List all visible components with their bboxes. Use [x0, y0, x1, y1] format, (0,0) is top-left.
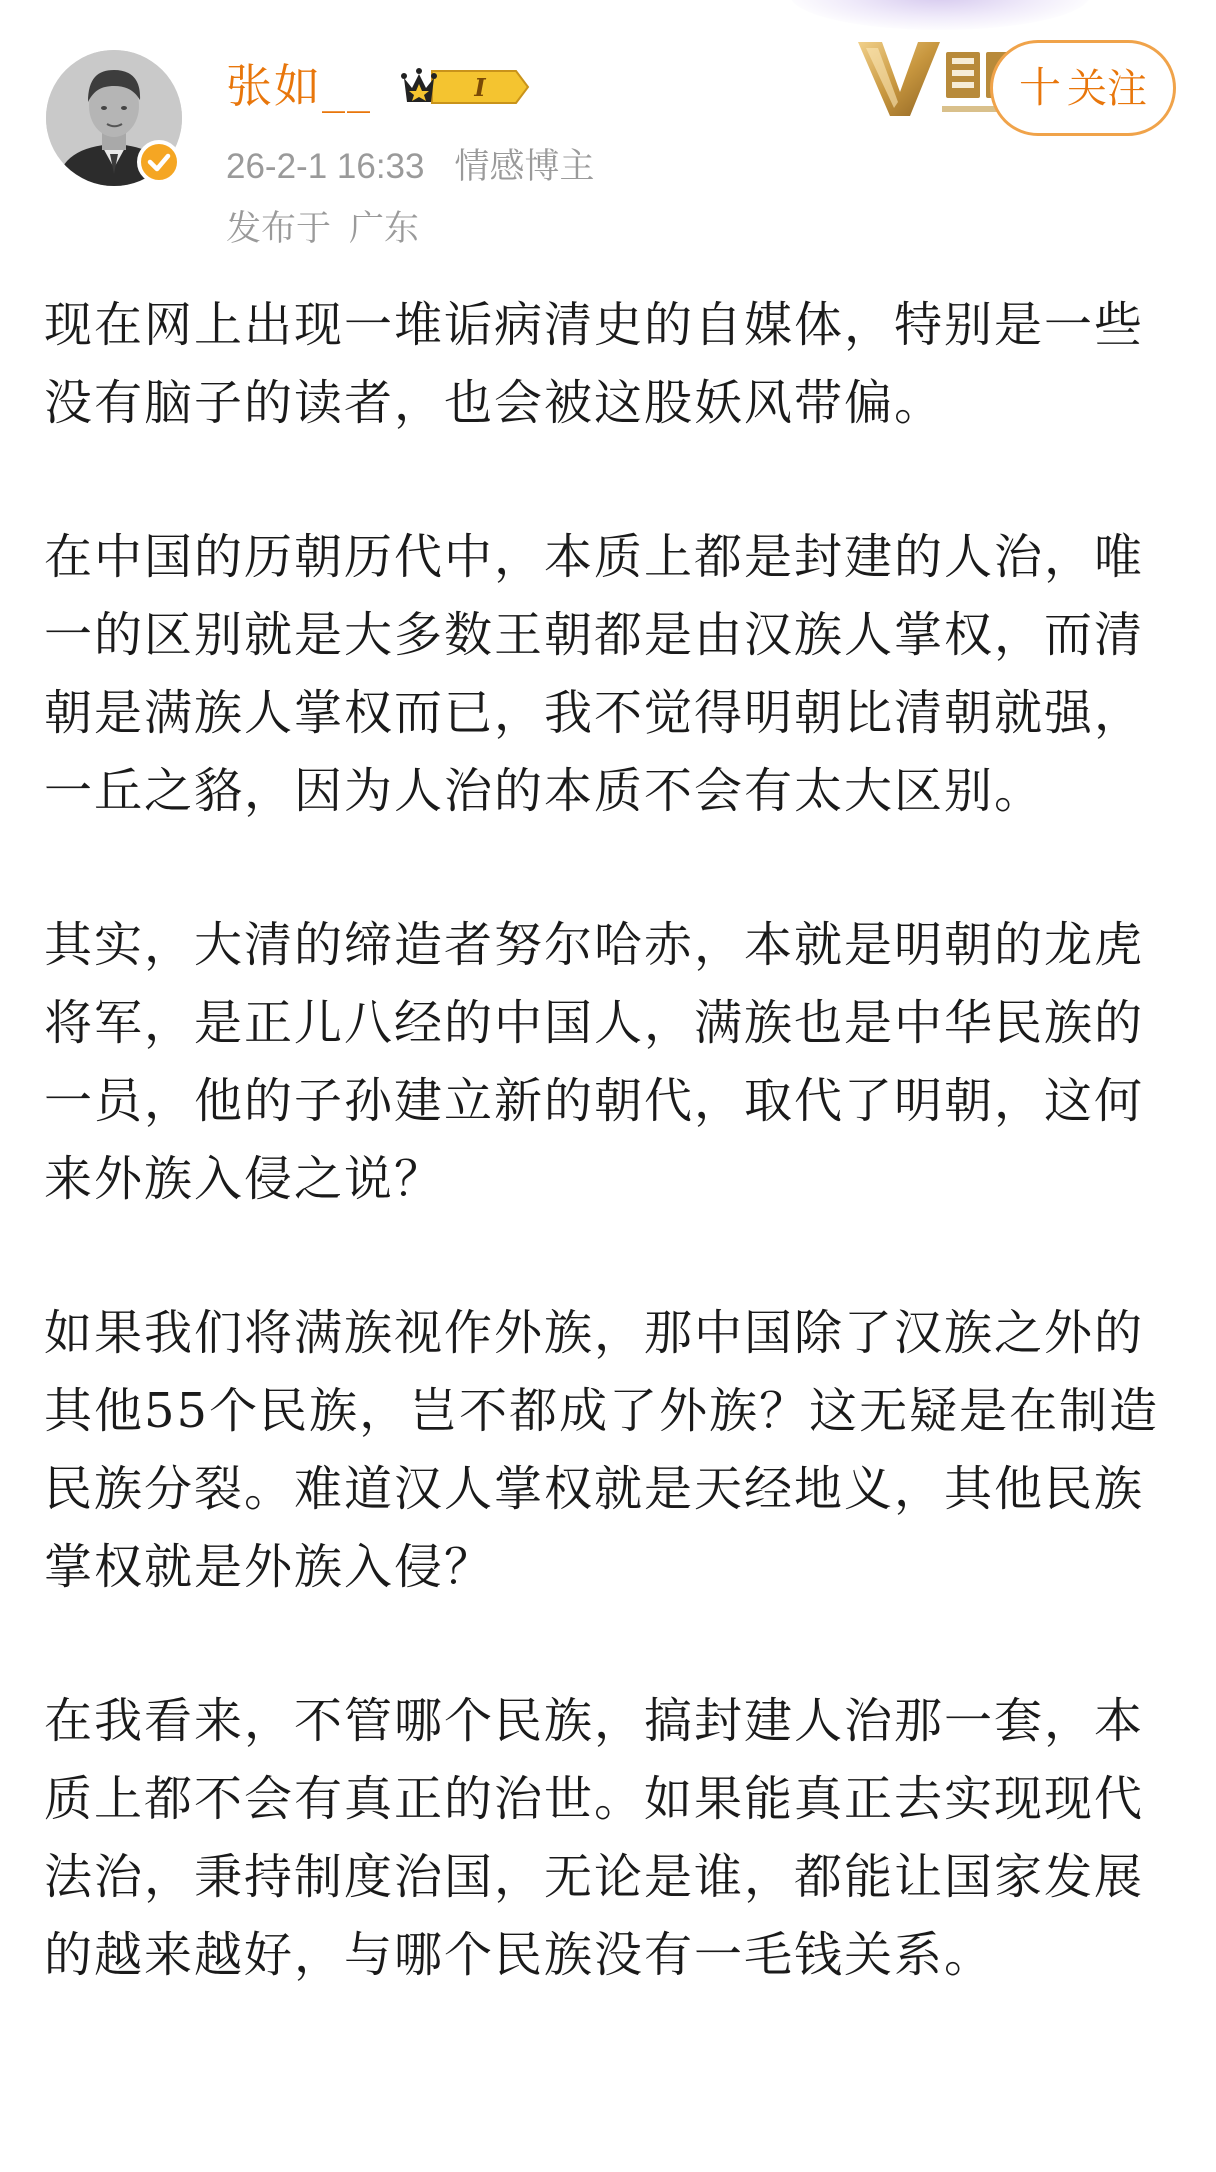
- username[interactable]: 张如__: [226, 59, 372, 113]
- post-header: [0, 0, 1216, 260]
- post-meta: [226, 144, 595, 190]
- post-location: [226, 206, 419, 252]
- post-paragraph: 如果我们将满族视作外族，那中国除了汉族之外的其他55个民族，岂不都成了外族？这无疑是在制造民族分裂。难道汉人掌权就是天经地义，其他民族掌权就是外族入侵？: [44, 1305, 1160, 1595]
- post-paragraph: 在我看来，不管哪个民族，搞封建人治那一套，本质上都不会有真正的治世。如果能真正去实现现代法治，秉持制度治国，无论是谁，都能让国家发展的越来越好，与哪个民族没有一毛钱关系。: [44, 1693, 1145, 1983]
- verified-badge-icon: [137, 140, 181, 184]
- user-tag: 情感博主: [454, 147, 595, 186]
- location-prefix: 发布于: [226, 209, 332, 248]
- post-paragraph: 现在网上出现一堆诟病清史的自媒体，特别是一些没有脑子的读者，也会被这股妖风带偏。: [44, 297, 1145, 431]
- follow-button[interactable]: [990, 40, 1176, 136]
- post-paragraph: 在中国的历朝历代中，本质上都是封建的人治，唯一的区别就是大多数王朝都是由汉族人掌权，而清朝是满族人掌权而已，我不觉得明朝比清朝就强，一丘之貉，因为人治的本质不会有太大区别。: [44, 529, 1145, 819]
- post-paragraph: 其实，大清的缔造者努尔哈赤，本就是明朝的龙虎将军，是正儿八经的中国人，满族也是中华民族的一员，他的子孙建立新的朝代，取代了明朝，这何来外族入侵之说？: [44, 917, 1145, 1207]
- level-label: I: [474, 73, 486, 102]
- post-timestamp: 26-2-1 16:33: [226, 147, 425, 186]
- location-value: 广东: [349, 209, 420, 248]
- post-content: [44, 286, 1174, 2070]
- follow-label: 关注: [1067, 66, 1147, 112]
- level-badge: [398, 64, 532, 110]
- plus-icon: 十: [1018, 63, 1061, 112]
